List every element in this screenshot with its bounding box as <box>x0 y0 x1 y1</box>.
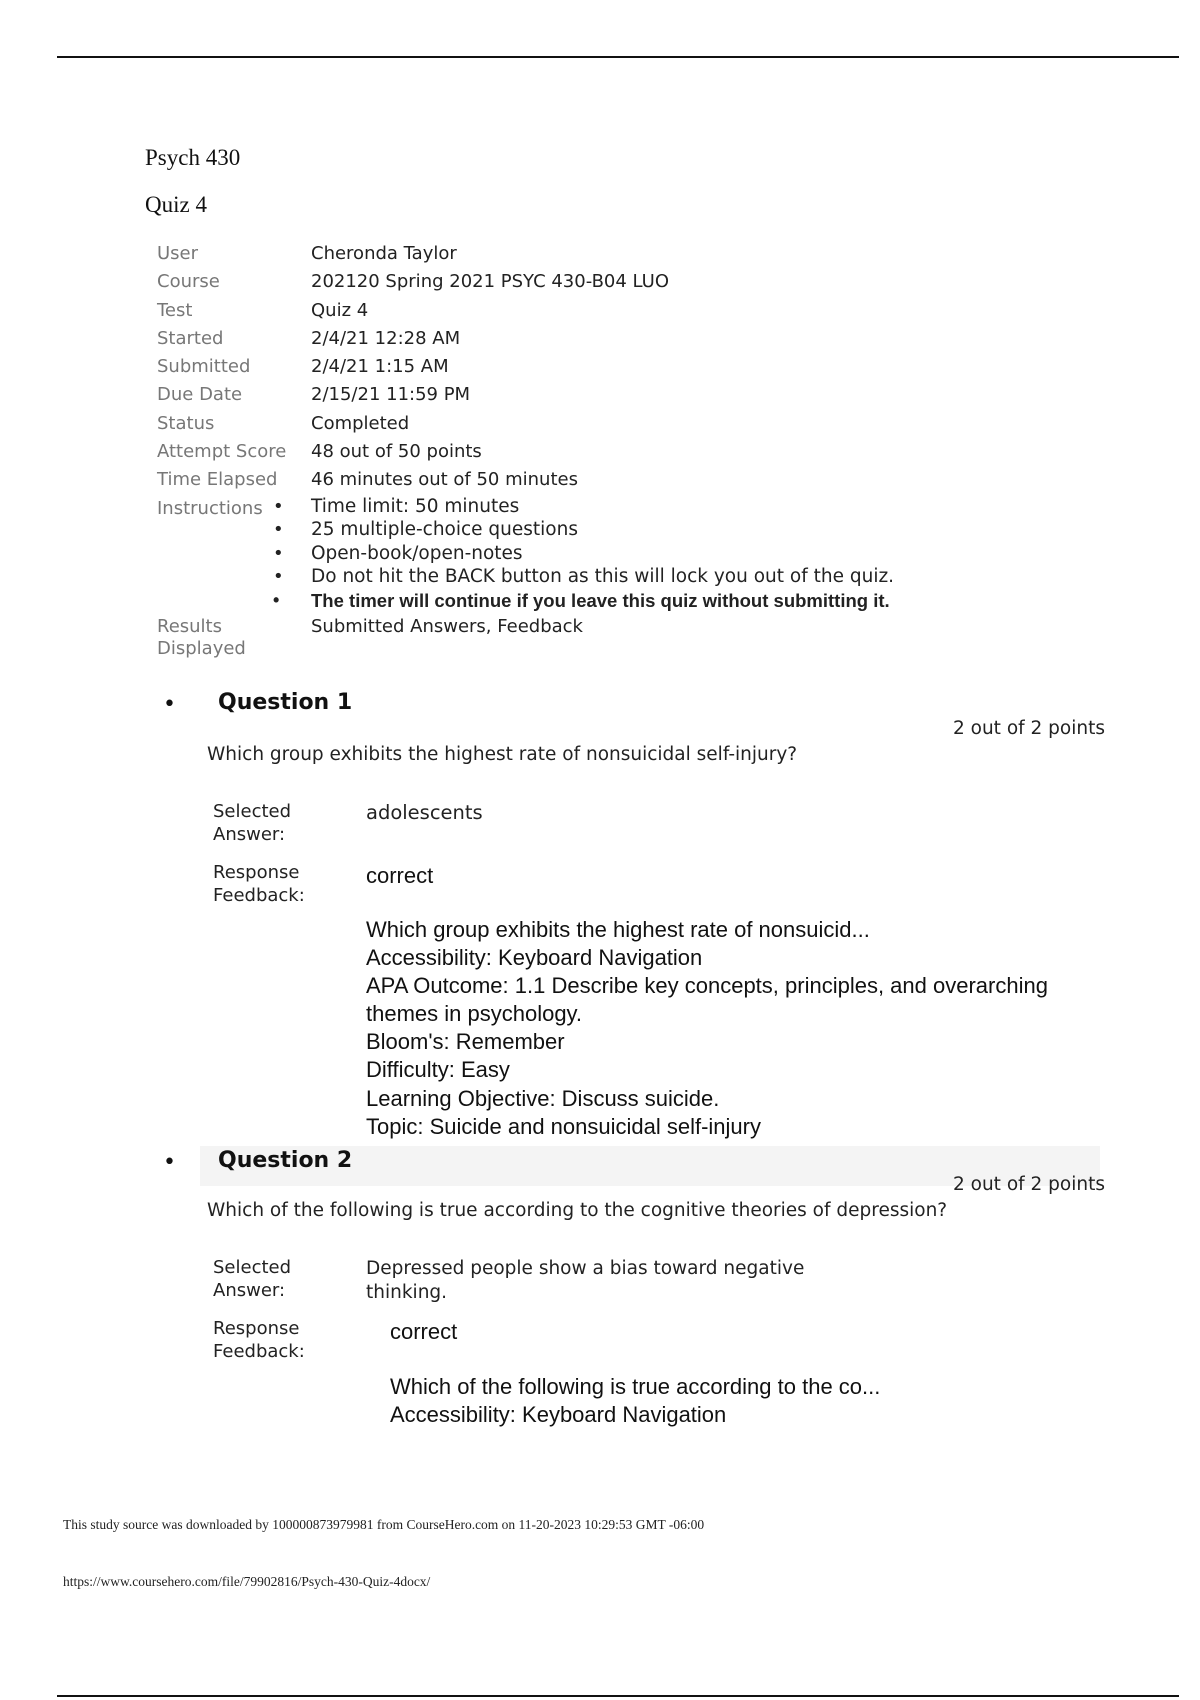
meta-row-status <box>157 410 1037 438</box>
meta-row-submitted <box>157 353 1037 381</box>
meta-row-user <box>157 240 1037 268</box>
quiz-title: Quiz 4 <box>145 192 207 217</box>
meta-label: Attempt Score <box>157 441 287 463</box>
feedback-line: Accessibility: Keyboard Navigation <box>390 1402 727 1428</box>
meta-value: Cheronda Taylor <box>311 243 457 264</box>
question-points: 2 out of 2 points <box>952 1174 1105 1195</box>
meta-value: Submitted Answers, Feedback <box>311 616 583 638</box>
meta-row-course <box>157 268 1037 296</box>
selected-answer-label: Selected Answer: <box>213 1257 292 1301</box>
feedback-line: Accessibility: Keyboard Navigation <box>366 945 703 971</box>
meta-value: 2/15/21 11:59 PM <box>311 384 471 406</box>
feedback-details <box>390 1373 1150 1429</box>
download-note: This study source was downloaded by 100000873979981 from CourseHero.com on 11-20-2023 10:29:53 GMT -06:00 <box>63 1517 705 1532</box>
question-heading: Question 1 <box>218 690 353 715</box>
question-text: Which group exhibits the highest rate of nonsuicidal self-injury? <box>207 744 798 765</box>
meta-label: Started <box>157 327 224 349</box>
feedback-line: Which group exhibits the highest rate of nonsuicid... <box>366 917 870 942</box>
meta-value: Quiz 4 <box>311 299 369 321</box>
selected-answer-label: Selected Answer: <box>213 801 292 845</box>
meta-row-results-displayed <box>157 612 1037 660</box>
meta-value: 202120 Spring 2021 PSYC 430-B04 LUO <box>311 271 670 293</box>
selected-answer: adolescents <box>366 801 483 824</box>
feedback-status: correct <box>390 1319 458 1344</box>
selected-answer: Depressed people show a bias toward negative thinking. <box>366 1258 805 1303</box>
question-heading: Question 2 <box>218 1148 353 1173</box>
meta-row-started <box>157 325 1037 353</box>
feedback-line: Bloom's: Remember <box>366 1029 565 1055</box>
instruction-item: • Do not hit the BACK button as this will lock you out of the quiz. <box>238 565 911 589</box>
feedback-status: correct <box>366 863 434 888</box>
attempt-details <box>157 240 1037 660</box>
meta-label: Submitted <box>157 356 251 378</box>
meta-label: Test <box>157 299 193 321</box>
meta-row-time-elapsed <box>157 466 1037 494</box>
meta-label: Course <box>157 271 220 293</box>
instruction-item: • 25 multiple-choice questions <box>238 518 911 542</box>
meta-label: Status <box>157 412 215 434</box>
meta-value: 2/4/21 12:28 AM <box>311 327 461 349</box>
question-text: Which of the following is true according to the cognitive theories of depression? <box>207 1200 948 1221</box>
meta-label: Results Displayed <box>157 616 246 660</box>
feedback-line: Topic: Suicide and nonsuicidal self-injury <box>366 1113 761 1139</box>
meta-row-instructions <box>157 495 1037 613</box>
feedback-line: APA Outcome: 1.1 Describe key concepts, principles, and overarching themes in psychology. <box>366 973 1048 1027</box>
meta-value: 48 out of 50 points <box>311 441 482 463</box>
instruction-item: • Open-book/open-notes <box>238 542 911 566</box>
meta-label: Time Elapsed <box>157 469 278 491</box>
feedback-details <box>366 916 1126 1141</box>
course-title: Psych 430 <box>145 145 241 170</box>
bullet-icon: • <box>163 1150 176 1175</box>
bullet-icon: • <box>163 692 176 717</box>
meta-label: Instructions <box>157 497 263 519</box>
meta-label: User <box>157 243 199 264</box>
feedback-line: Learning Objective: Discuss suicide. <box>366 1085 720 1111</box>
meta-row-test <box>157 297 1037 325</box>
feedback-line: Difficulty: Easy <box>366 1057 510 1083</box>
instructions-list <box>238 495 1037 613</box>
instructions-value <box>311 495 1037 613</box>
meta-value: 46 minutes out of 50 minutes <box>311 469 578 491</box>
instruction-item: • Time limit: 50 minutes <box>238 495 911 519</box>
response-feedback-label: Response Feedback: <box>213 1318 305 1362</box>
instruction-item: • The timer will continue if you leave this quiz without submitting it. <box>238 589 1011 613</box>
meta-row-attempt-score <box>157 438 1037 466</box>
feedback-line: Which of the following is true according to the co... <box>390 1374 881 1399</box>
bottom-rule <box>57 1695 1179 1697</box>
response-feedback-label: Response Feedback: <box>213 862 305 906</box>
meta-value: Completed <box>311 412 410 434</box>
meta-value: 2/4/21 1:15 AM <box>311 356 449 378</box>
meta-row-due-date <box>157 381 1037 409</box>
source-url[interactable]: https://www.coursehero.com/file/79902816/Psych-430-Quiz-4docx/ <box>63 1574 431 1589</box>
top-rule <box>57 56 1179 58</box>
question-points: 2 out of 2 points <box>952 718 1105 739</box>
meta-label: Due Date <box>157 384 243 406</box>
